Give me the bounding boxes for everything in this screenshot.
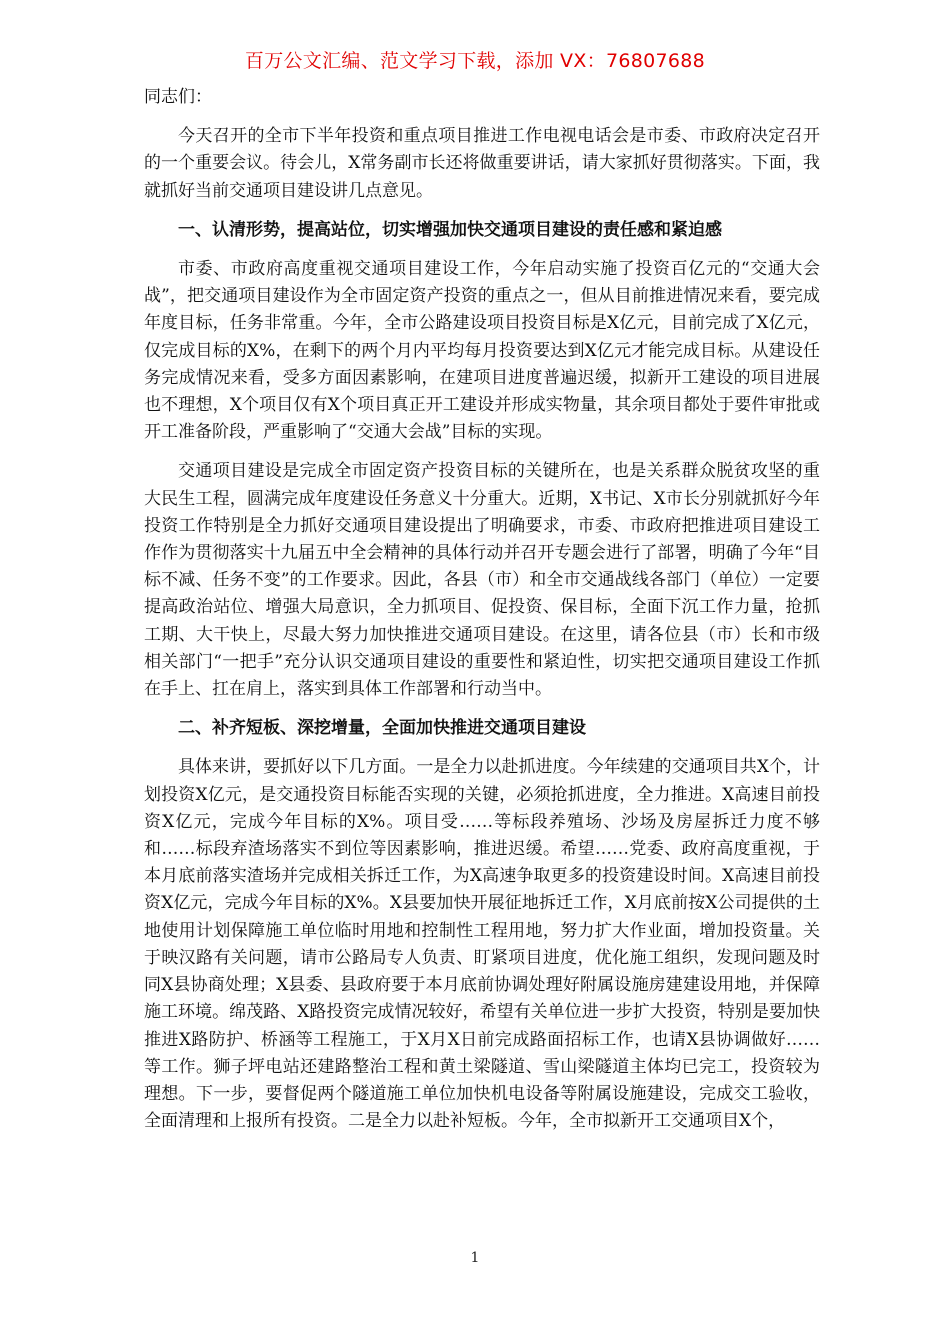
section-1-paragraph-1: 市委、市政府高度重视交通项目建设工作，今年启动实施了投资百亿元的“交通大会战”，把交通项目建设作为全市固定资产投资的重点之一，但从目前推进情况来看，要完成年度目标，任务非常重。今年，全市公路建设项目投资目标是X亿元，目前完成了X亿元，仅完成目标的X%，在剩下的两个月内平均每月投资要达到X亿元才能完成目标。从建设任务完成情况来看，受多方面因素影响，在建项目进度普遍迟缓，拟新开工建设的项目进展也不理想，X个项目仅有X个项目真正开工建设并形成实物量，其余项目都处于要件审批或开工准备阶段，严重影响了“交通大会战”目标的实现。	[144, 259, 820, 443]
section-1-paragraph-2: 交通项目建设是完成全市固定资产投资目标的关键所在，也是关系群众脱贫攻坚的重大民生工程，圆满完成年度建设任务意义十分重大。近期，X书记、X市长分别就抓好今年投资工作特别是全力抓好交通项目建设提出了明确要求，市委、市政府把推进项目建设工作作为贯彻落实十九届五中全会精神的具体行动并召开专题会进行了部署，明确了今年“目标不减、任务不变”的工作要求。因此，各县（市）和全市交通战线各部门（单位）一定要提高政治站位、增强大局意识，全力抓项目、促投资、保目标，全面下沉工作力量，抢抓工期、大干快上，尽最大努力加快推进交通项目建设。在这里，请各位县（市）长和市级相关部门“一把手”充分认识交通项目建设的重要性和紧迫性，切实把交通项目建设工作抓在手上、扛在肩上，落实到具体工作部署和行动当中。	[144, 461, 820, 700]
section-2-heading: 二、补齐短板、深挖增量，全面加快推进交通项目建设	[178, 718, 586, 739]
section-2-paragraph-1: 具体来讲，要抓好以下几方面。一是全力以赴抓进度。今年续建的交通项目共X个，计划投资X亿元，是交通投资目标能否实现的关键，必须抢抓进度，全力推进。X高速目前投资X亿元，完成今年目标的X%。项目受……等标段养殖场、沙场及房屋拆迁力度不够和……标段弃渣场落实不到位等因素影响，推进迟缓。希望……党委、政府高度重视，于本月底前落实渣场并完成相关拆迁工作，为X高速争取更多的投资建设时间。X高速目前投资X亿元，完成今年目标的X%。X县要加快开展征地拆迁工作，X月底前按X公司提供的土地使用计划保障施工单位临时用地和控制性工程用地，努力扩大作业面，增加投资量。关于映汉路有关问题，请市公路局专人负责、盯紧项目进度，优化施工组织，发现问题及时同X县协商处理；X县委、县政府要于本月底前协调处理好附属设施房建建设用地，并保障施工环境。绵茂路、X路投资完成情况较好，希望有关单位进一步扩大投资，特别是要加快推进X路防护、桥涵等工程施工，于X月X日前完成路面招标工作，也请X县协调做好……等工作。狮子坪电站还建路整治工程和黄土梁隧道、雪山梁隧道主体均已完工，投资较为理想。下一步，要督促两个隧道施工单位加快机电设备等附属设施建设，完成交工验收，全面清理和上报所有投资。二是全力以赴补短板。今年，全市拟新开工交通项目X个，	[144, 757, 820, 1132]
intro-paragraph: 今天召开的全市下半年投资和重点项目推进工作电视电话会是市委、市政府决定召开的一个重要会议。待会儿，X常务副市长还将做重要讲话，请大家抓好贯彻落实。下面，我就抓好当前交通项目建设讲几点意见。	[144, 126, 820, 201]
document-body	[144, 84, 820, 1135]
section-1-heading: 一、认清形势，提高站位，切实增强加快交通项目建设的责任感和紧迫感	[178, 219, 722, 240]
watermark-banner: 百万公文汇编、范文学习下载，添加 VX：76807688	[244, 50, 706, 72]
salutation: 同志们：	[144, 87, 212, 107]
page-number: 1	[470, 1250, 480, 1266]
